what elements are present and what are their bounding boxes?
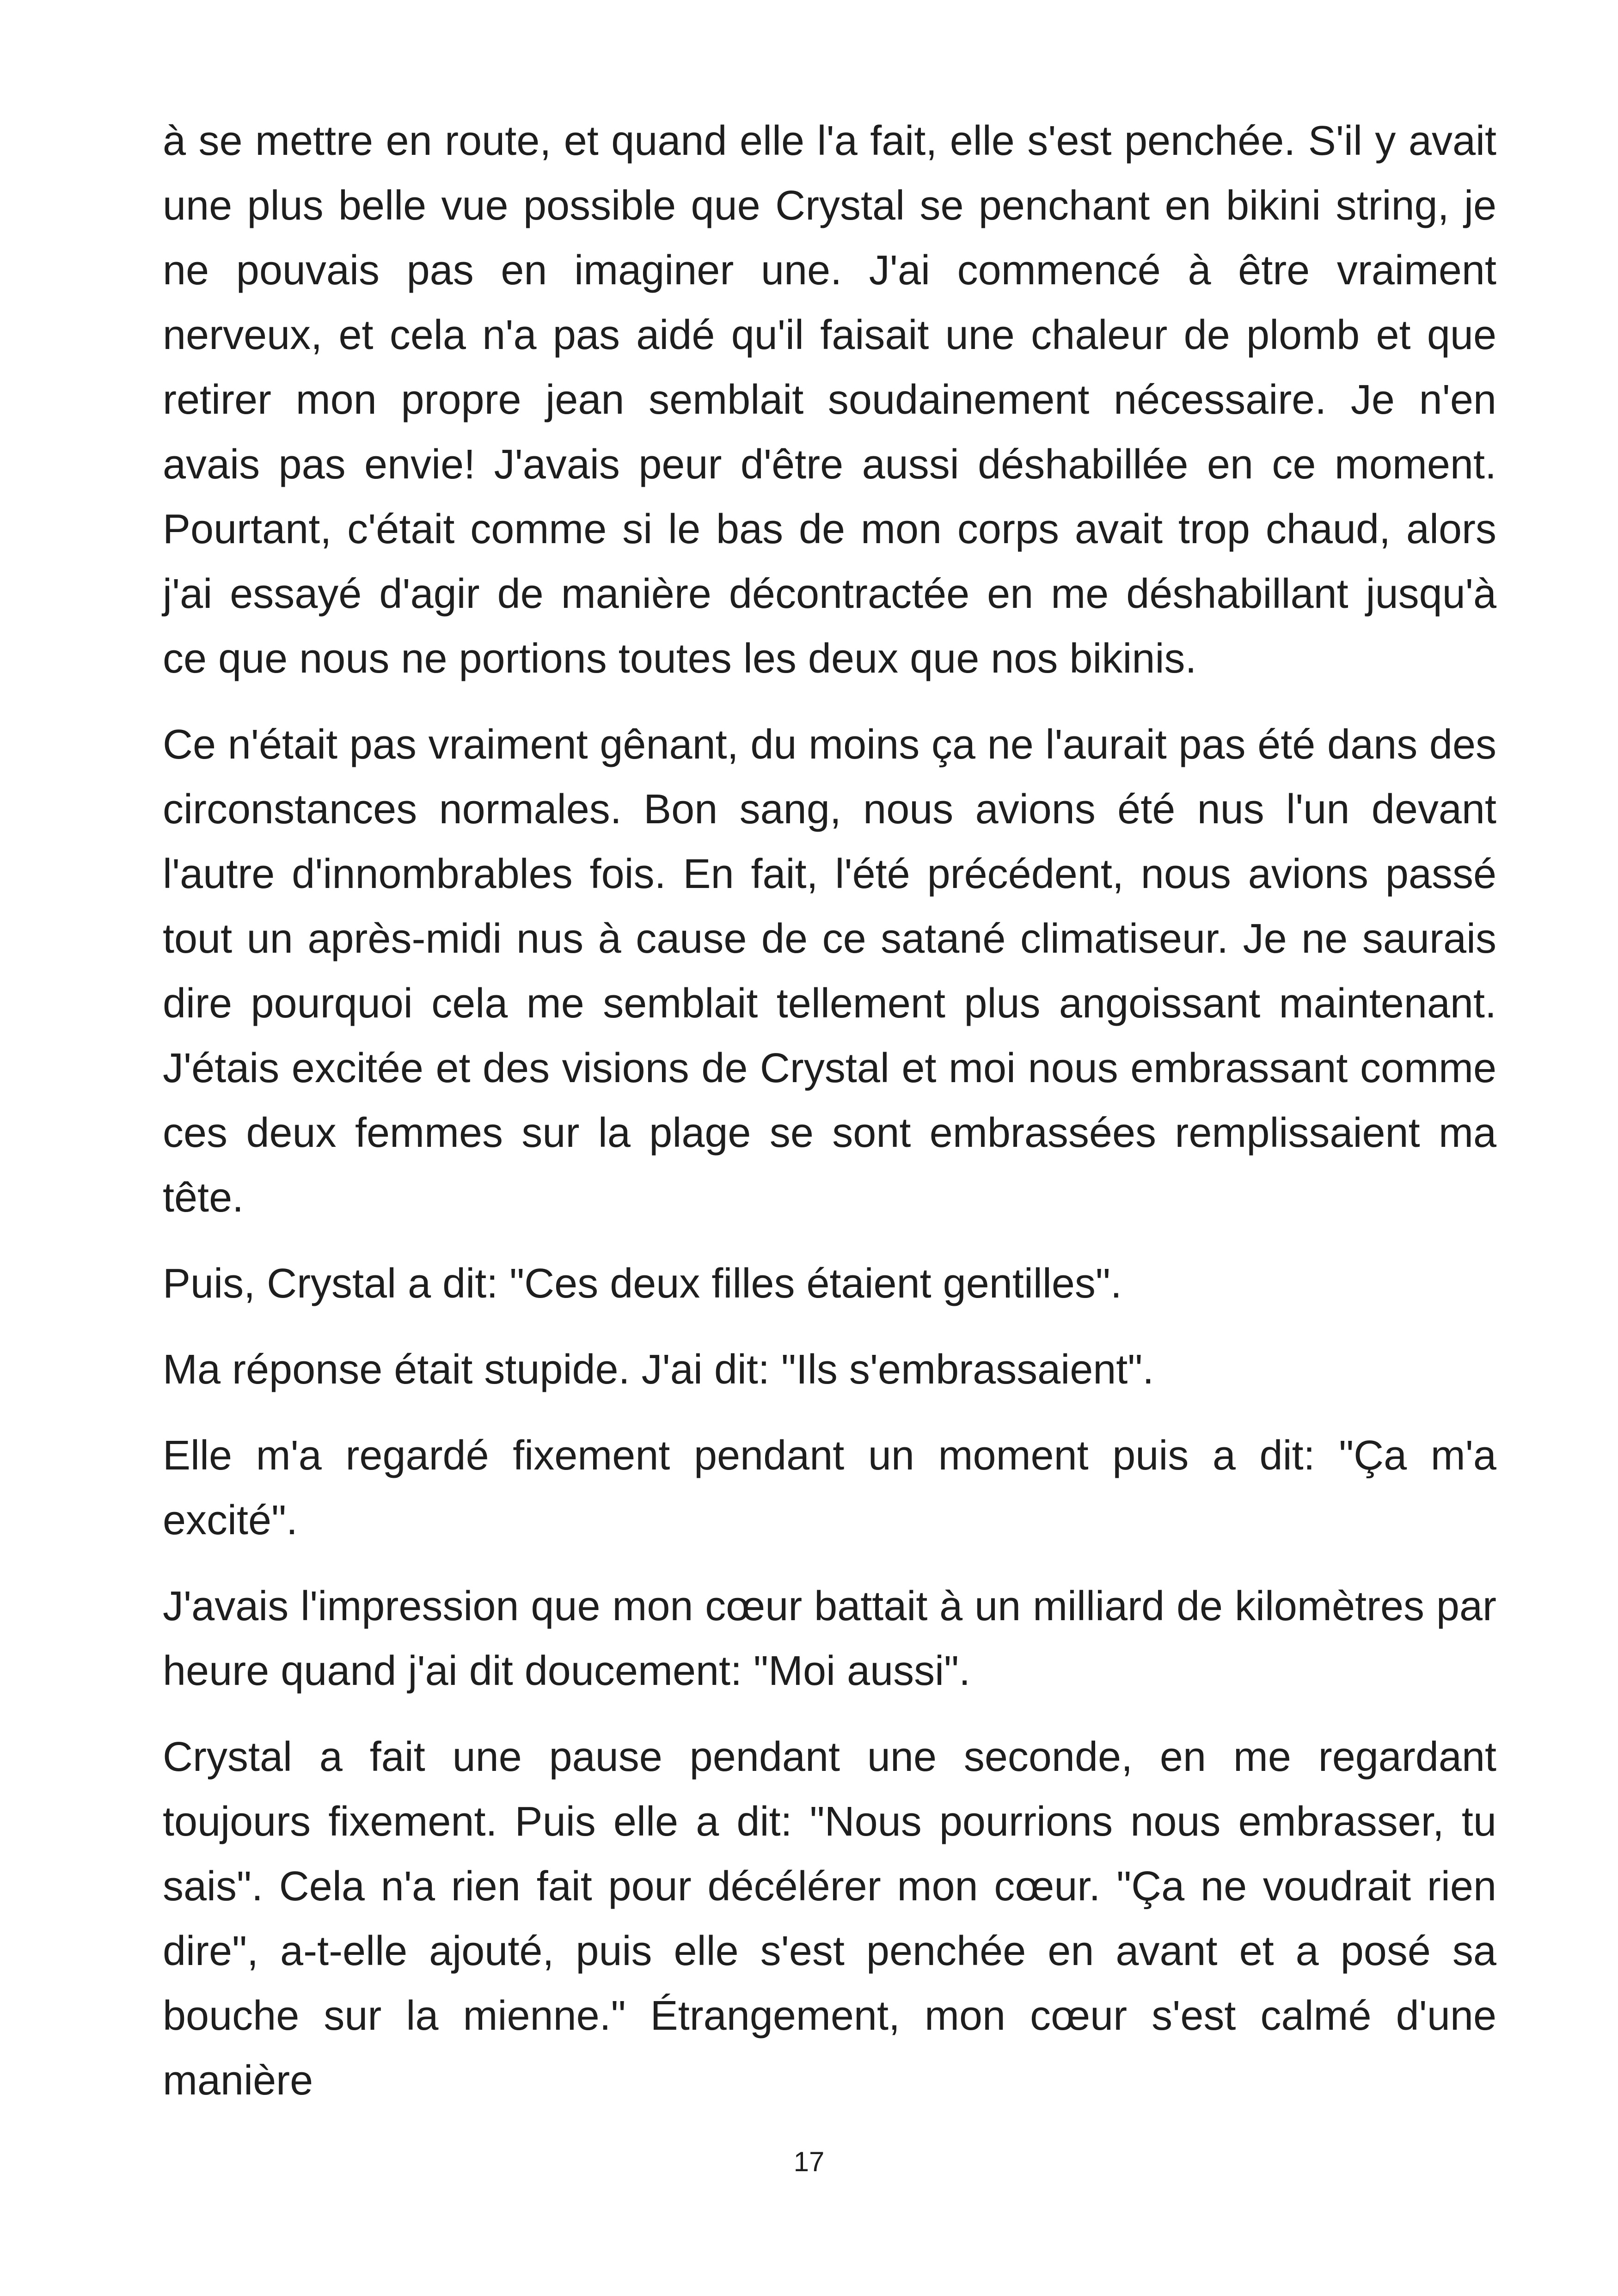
body-text (163, 109, 1496, 2134)
paragraph-2: Ce n'était pas vraiment gênant, du moins ça ne l'aurait pas été dans des circonstances normales. Bon sang, nous avions été nus l'un devant l'autre d'innombrables fois. En fait, l'été précédent, nous avions passé tout un après-midi nus à cause de ce satané climatiseur. Je ne saurais dire pourquoi cela me semblait tellement plus angoissant maintenant. J'étais excitée et des visions de Crystal et moi nous embrassant comme ces deux femmes sur la plage se sont embrassées remplissaient ma tête. (163, 722, 1496, 1221)
paragraph-1: à se mettre en route, et quand elle l'a fait, elle s'est penchée. S'il y avait une plus belle vue possible que Crystal se penchant en bikini string, je ne pouvais pas en imaginer une. J'ai commencé à être vraiment nerveux, et cela n'a pas aidé qu'il faisait une chaleur de plomb et que retirer mon propre jean semblait soudainement nécessaire. Je n'en avais pas envie! J'avais peur d'être aussi déshabillée en ce moment. Pourtant, c'était comme si le bas de mon corps avait trop chaud, alors j'ai essayé d'agir de manière décontractée en me déshabillant jusqu'à ce que nous ne portions toutes les deux que nos bikinis. (163, 118, 1496, 682)
paragraph-7: Crystal a fait une pause pendant une seconde, en me regardant toujours fixement. Puis elle a dit: "Nous pourrions nous embrasser, tu sais". Cela n'a rien fait pour décélérer mon cœur. "Ça ne voudrait rien dire", a-t-elle ajouté, puis elle s'est penchée en avant et a posé sa bouche sur la mienne." Étrangement, mon cœur s'est calmé d'une manière (163, 1734, 1496, 2104)
paragraph-3: Puis, Crystal a dit: "Ces deux filles étaient gentilles". (163, 1261, 1122, 1307)
paragraph-6: J'avais l'impression que mon cœur battait à un milliard de kilomètres par heure quand j'ai dit doucement: "Moi aussi". (163, 1583, 1496, 1694)
paragraph-4: Ma réponse était stupide. J'ai dit: "Ils s'embrassaient". (163, 1347, 1154, 1393)
page-number: 17 (793, 2146, 825, 2177)
paragraph-5: Elle m'a regardé fixement pendant un moment puis a dit: "Ça m'a excité". (163, 1433, 1496, 1543)
